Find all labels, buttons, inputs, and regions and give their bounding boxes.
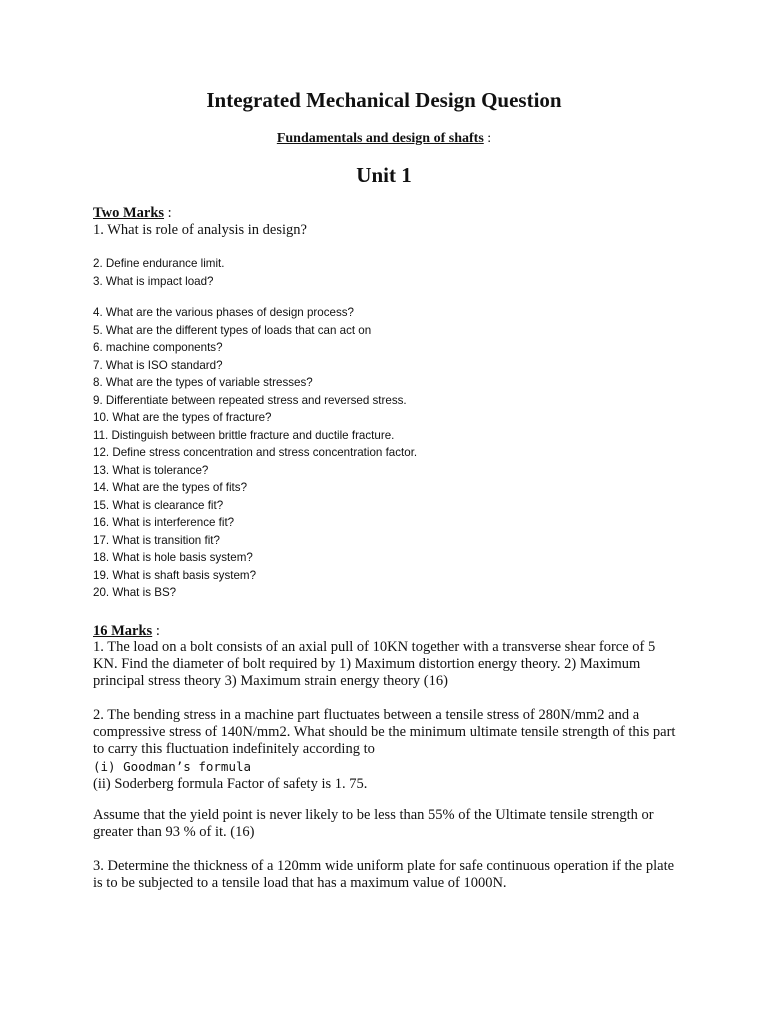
list-item: 4. What are the various phases of design process? — [93, 306, 355, 319]
list-item: 5. What are the different types of loads that can act on — [93, 323, 372, 337]
list-item: 15. What is clearance fit? — [93, 498, 224, 512]
list-item: 16. What is interference fit? — [93, 516, 235, 529]
two-marks-question-1: 1. What is role of analysis in design? — [93, 222, 307, 238]
two-marks-suffix: : — [164, 205, 172, 221]
list-item: 3. What is impact load? — [93, 274, 214, 288]
sixteen-marks-question-3: 3. Determine the thickness of a 120mm wide uniform plate for safe continuous operation if the plate is to be subjected to a tensile load that has a maximum value of 1000N. — [93, 858, 675, 891]
sixteen-marks-suffix: : — [152, 623, 160, 639]
question-2-part-i: (i) Goodman’s formula — [93, 759, 252, 774]
subtitle-suffix: : — [483, 131, 492, 146]
list-item: 13. What is tolerance? — [93, 463, 209, 477]
question-2-part-ii: (ii) Soderberg formula Factor of safety is 1. 75. — [93, 776, 368, 792]
two-marks-heading — [93, 205, 172, 222]
list-item: 18. What is hole basis system? — [93, 551, 253, 564]
sixteen-marks-heading — [93, 623, 160, 640]
list-item: 9. Differentiate between repeated stress and reversed stress. — [93, 393, 407, 407]
sixteen-marks-question-2 — [93, 707, 683, 793]
list-item: 2. Define endurance limit. — [93, 257, 225, 270]
list-item: 20. What is BS? — [93, 586, 177, 599]
question-2-text: 2. The bending stress in a machine part fluctuates between a tensile stress of 280N/mm2 and a compressive stress of 140N/mm2. What should be the minimum ultimate tensile strength of this part to carry this fluctuation indefinitely according to — [93, 707, 676, 757]
list-item: 7. What is ISO standard? — [93, 358, 223, 372]
list-item: 14. What are the types of fits? — [93, 481, 248, 494]
sixteen-marks-label: 16 Marks — [93, 623, 153, 639]
subtitle-text: Fundamentals and design of shafts — [276, 131, 484, 146]
list-item: 10. What are the types of fracture? — [93, 411, 272, 424]
document-title: Integrated Mechanical Design Question — [206, 88, 562, 112]
list-item: 17. What is transition fit? — [93, 533, 220, 547]
document-subtitle — [0, 131, 768, 147]
two-marks-label: Two Marks — [93, 205, 165, 221]
two-marks-group-b — [93, 304, 417, 602]
sixteen-marks-question-1: 1. The load on a bolt consists of an axial pull of 10KN together with a transverse shear force of 5 KN. Find the diameter of bolt required by 1) Maximum distortion energy theory. 2) Maximum principal stress theory 3) Maximum strain energy theory (16) — [93, 639, 656, 689]
sixteen-marks-question-2-note: Assume that the yield point is never likely to be less than 55% of the Ultimate tensile strength or greater than 93 % of it. (16) — [93, 807, 654, 840]
list-item: 8. What are the types of variable stresses? — [93, 376, 313, 389]
list-item: 12. Define stress concentration and stress concentration factor. — [93, 446, 418, 459]
two-marks-group-a — [93, 255, 224, 290]
list-item: 6. machine components? — [93, 341, 223, 354]
list-item: 19. What is shaft basis system? — [93, 568, 257, 582]
list-item: 11. Distinguish between brittle fracture and ductile fracture. — [93, 428, 395, 442]
unit-heading: Unit 1 — [356, 163, 412, 187]
